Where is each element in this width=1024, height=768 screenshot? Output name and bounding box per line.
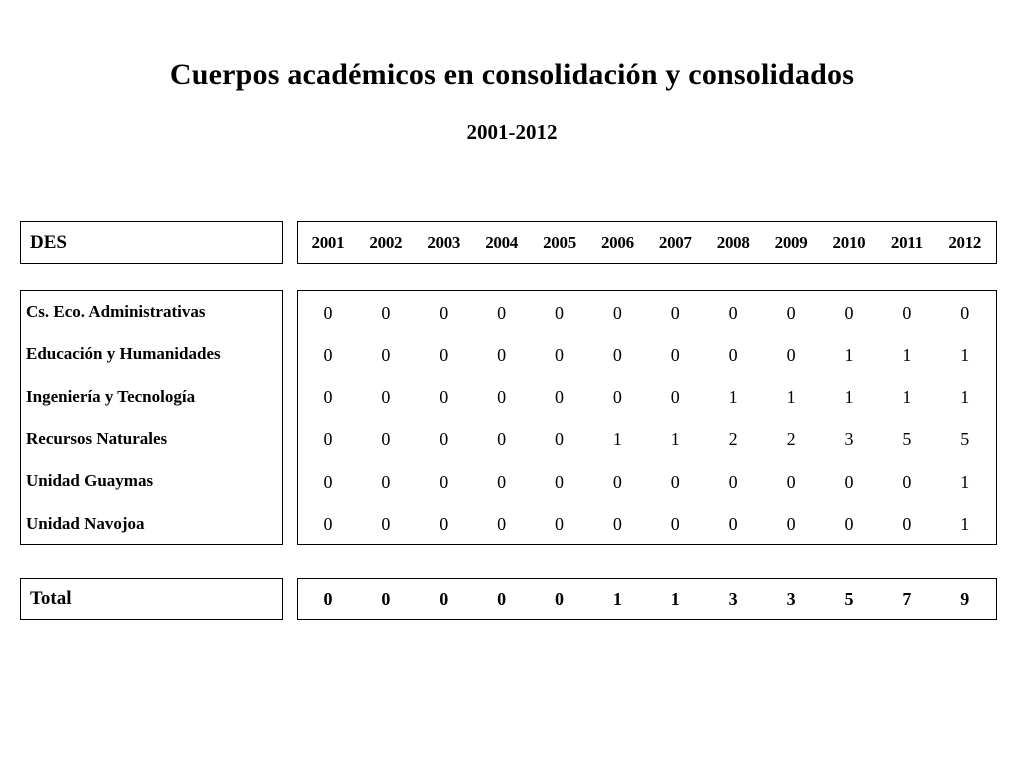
page-subtitle: 2001-2012 bbox=[466, 120, 558, 144]
value-cell: 0 bbox=[323, 471, 333, 492]
value-cell: 0 bbox=[497, 387, 507, 408]
value-cell: 1 bbox=[612, 429, 622, 450]
total-cell: 0 bbox=[323, 588, 333, 609]
value-cell: 0 bbox=[439, 471, 449, 492]
total-cell: 7 bbox=[902, 588, 912, 609]
value-cell: 0 bbox=[844, 471, 854, 492]
row-values-box bbox=[297, 290, 997, 545]
value-cell: 0 bbox=[555, 302, 564, 323]
years-header-box bbox=[297, 221, 997, 264]
total-cell: 9 bbox=[960, 588, 970, 609]
value-cell: 0 bbox=[323, 514, 333, 534]
value-cell: 1 bbox=[960, 344, 970, 365]
total-cell: 0 bbox=[381, 588, 391, 609]
des-header-label: DES bbox=[30, 231, 67, 253]
value-cell: 0 bbox=[323, 387, 333, 408]
total-cell: 0 bbox=[439, 588, 449, 609]
table-row bbox=[298, 419, 996, 461]
total-cell: 0 bbox=[497, 588, 507, 609]
value-cell: 0 bbox=[555, 429, 564, 450]
row-label: Cs. Eco. Administrativas bbox=[26, 302, 206, 321]
value-cell: 0 bbox=[323, 302, 333, 323]
value-cell: 0 bbox=[323, 429, 333, 450]
value-cell: 0 bbox=[612, 471, 622, 492]
value-cell: 2 bbox=[786, 429, 796, 450]
total-cell: 0 bbox=[555, 588, 564, 609]
value-cell: 0 bbox=[844, 302, 854, 323]
table-row bbox=[298, 504, 996, 546]
value-cell: 0 bbox=[786, 514, 796, 534]
total-label-box bbox=[20, 578, 283, 620]
value-cell: 0 bbox=[844, 514, 854, 534]
value-cell: 1 bbox=[844, 387, 854, 408]
row-label: Educación y Humanidades bbox=[26, 344, 221, 364]
year-header-cell: 2001 bbox=[311, 232, 345, 252]
year-header-cell: 2002 bbox=[369, 232, 403, 252]
value-cell: 1 bbox=[728, 387, 738, 408]
year-header-cell: 2003 bbox=[427, 232, 461, 252]
value-cell: 5 bbox=[902, 429, 912, 450]
total-cell: 1 bbox=[612, 588, 622, 609]
value-cell: 0 bbox=[786, 302, 796, 323]
value-cell: 0 bbox=[497, 302, 507, 323]
value-cell: 0 bbox=[497, 344, 507, 365]
value-cell: 1 bbox=[902, 344, 912, 365]
value-cell: 0 bbox=[786, 344, 796, 365]
des-header-box bbox=[20, 221, 283, 264]
value-cell: 0 bbox=[902, 471, 912, 492]
total-cell: 3 bbox=[728, 588, 738, 609]
value-cell: 0 bbox=[612, 387, 622, 408]
value-cell: 0 bbox=[381, 302, 391, 323]
years-header-row bbox=[298, 222, 996, 263]
total-values-row bbox=[298, 579, 996, 619]
value-cell: 1 bbox=[786, 387, 796, 408]
value-cell: 0 bbox=[497, 429, 507, 450]
year-header-cell: 2007 bbox=[658, 232, 692, 252]
value-cell: 0 bbox=[381, 387, 391, 408]
year-header-cell: 2005 bbox=[543, 232, 576, 252]
value-cell: 1 bbox=[960, 471, 970, 492]
row-label: Ingeniería y Tecnología bbox=[26, 386, 196, 406]
value-cell: 0 bbox=[381, 429, 391, 450]
value-cell: 0 bbox=[670, 387, 680, 408]
value-cell: 0 bbox=[670, 302, 680, 323]
total-values-box bbox=[297, 578, 997, 620]
table-row bbox=[298, 292, 996, 334]
value-cell: 1 bbox=[902, 387, 912, 408]
row-label: Unidad Navojoa bbox=[26, 513, 145, 533]
year-header-cell: 2004 bbox=[485, 232, 519, 252]
value-cell: 0 bbox=[555, 471, 564, 492]
table-row bbox=[298, 461, 996, 503]
value-cell: 0 bbox=[439, 514, 449, 534]
value-cell: 0 bbox=[323, 344, 333, 365]
value-cell: 0 bbox=[555, 344, 564, 365]
value-cell: 1 bbox=[670, 429, 680, 450]
table-row bbox=[298, 377, 996, 419]
year-header-cell: 2010 bbox=[832, 232, 866, 252]
table-row bbox=[298, 334, 996, 376]
row-label: Recursos Naturales bbox=[26, 428, 168, 448]
value-cell: 0 bbox=[381, 514, 391, 534]
value-cell: 5 bbox=[960, 429, 970, 450]
row-label: Unidad Guaymas bbox=[26, 471, 154, 491]
value-cell: 0 bbox=[612, 302, 622, 323]
value-cell: 0 bbox=[612, 344, 622, 365]
value-cell: 0 bbox=[786, 471, 796, 492]
value-cell: 0 bbox=[728, 471, 738, 492]
total-cell: 1 bbox=[670, 588, 680, 609]
total-cell: 5 bbox=[844, 588, 854, 609]
value-cell: 0 bbox=[439, 387, 449, 408]
value-cell: 1 bbox=[844, 344, 854, 365]
year-header-cell: 2009 bbox=[774, 232, 808, 252]
value-cell: 0 bbox=[555, 387, 564, 408]
value-cell: 0 bbox=[728, 514, 738, 534]
value-cell: 0 bbox=[555, 514, 564, 534]
value-cell: 0 bbox=[439, 344, 449, 365]
value-cell: 0 bbox=[902, 302, 912, 323]
year-header-cell: 2006 bbox=[600, 232, 634, 252]
value-cell: 0 bbox=[670, 471, 680, 492]
year-header-cell: 2011 bbox=[890, 232, 923, 252]
value-cell: 1 bbox=[960, 514, 970, 534]
value-cell: 2 bbox=[728, 429, 738, 450]
page-title: Cuerpos académicos en consolidación y consolidados bbox=[169, 58, 855, 91]
value-cell: 0 bbox=[439, 429, 449, 450]
total-label: Total bbox=[30, 588, 72, 609]
year-header-cell: 2012 bbox=[948, 232, 982, 252]
value-cell: 0 bbox=[497, 514, 507, 534]
value-cell: 0 bbox=[960, 302, 970, 323]
row-labels-box bbox=[20, 290, 283, 545]
value-cell: 0 bbox=[670, 344, 680, 365]
total-cell: 3 bbox=[786, 588, 796, 609]
value-cell: 0 bbox=[728, 344, 738, 365]
value-cell: 0 bbox=[381, 344, 391, 365]
value-cell: 0 bbox=[670, 514, 680, 534]
value-cell: 0 bbox=[439, 302, 449, 323]
value-cell: 3 bbox=[844, 429, 854, 450]
value-cell: 0 bbox=[381, 471, 391, 492]
year-header-cell: 2008 bbox=[716, 232, 750, 252]
value-cell: 1 bbox=[960, 387, 970, 408]
value-cell: 0 bbox=[612, 514, 622, 534]
value-cell: 0 bbox=[902, 514, 912, 534]
value-cell: 0 bbox=[497, 471, 507, 492]
value-cell: 0 bbox=[728, 302, 738, 323]
